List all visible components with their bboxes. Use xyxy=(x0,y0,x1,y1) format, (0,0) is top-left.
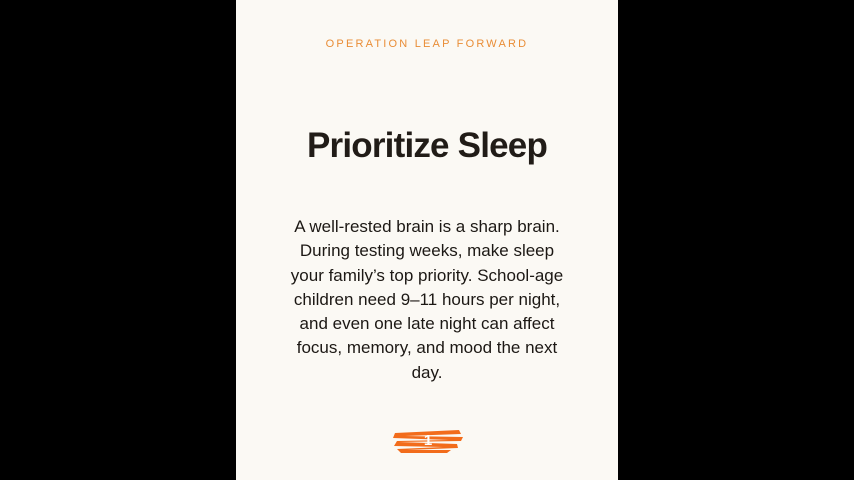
slide-title: Prioritize Sleep xyxy=(306,126,548,165)
page-number-badge xyxy=(391,428,465,454)
page-number: 1 xyxy=(423,432,433,449)
slide-card xyxy=(236,0,618,480)
slide-eyebrow: OPERATION LEAP FORWARD xyxy=(325,38,529,50)
slide-body-text: A well-rested brain is a sharp brain. During testing weeks, make sleep your family’s top priority. School-age children need 9–11 hours per night, and even one late night can affect focus, memory, and mood the next day. xyxy=(290,217,564,382)
